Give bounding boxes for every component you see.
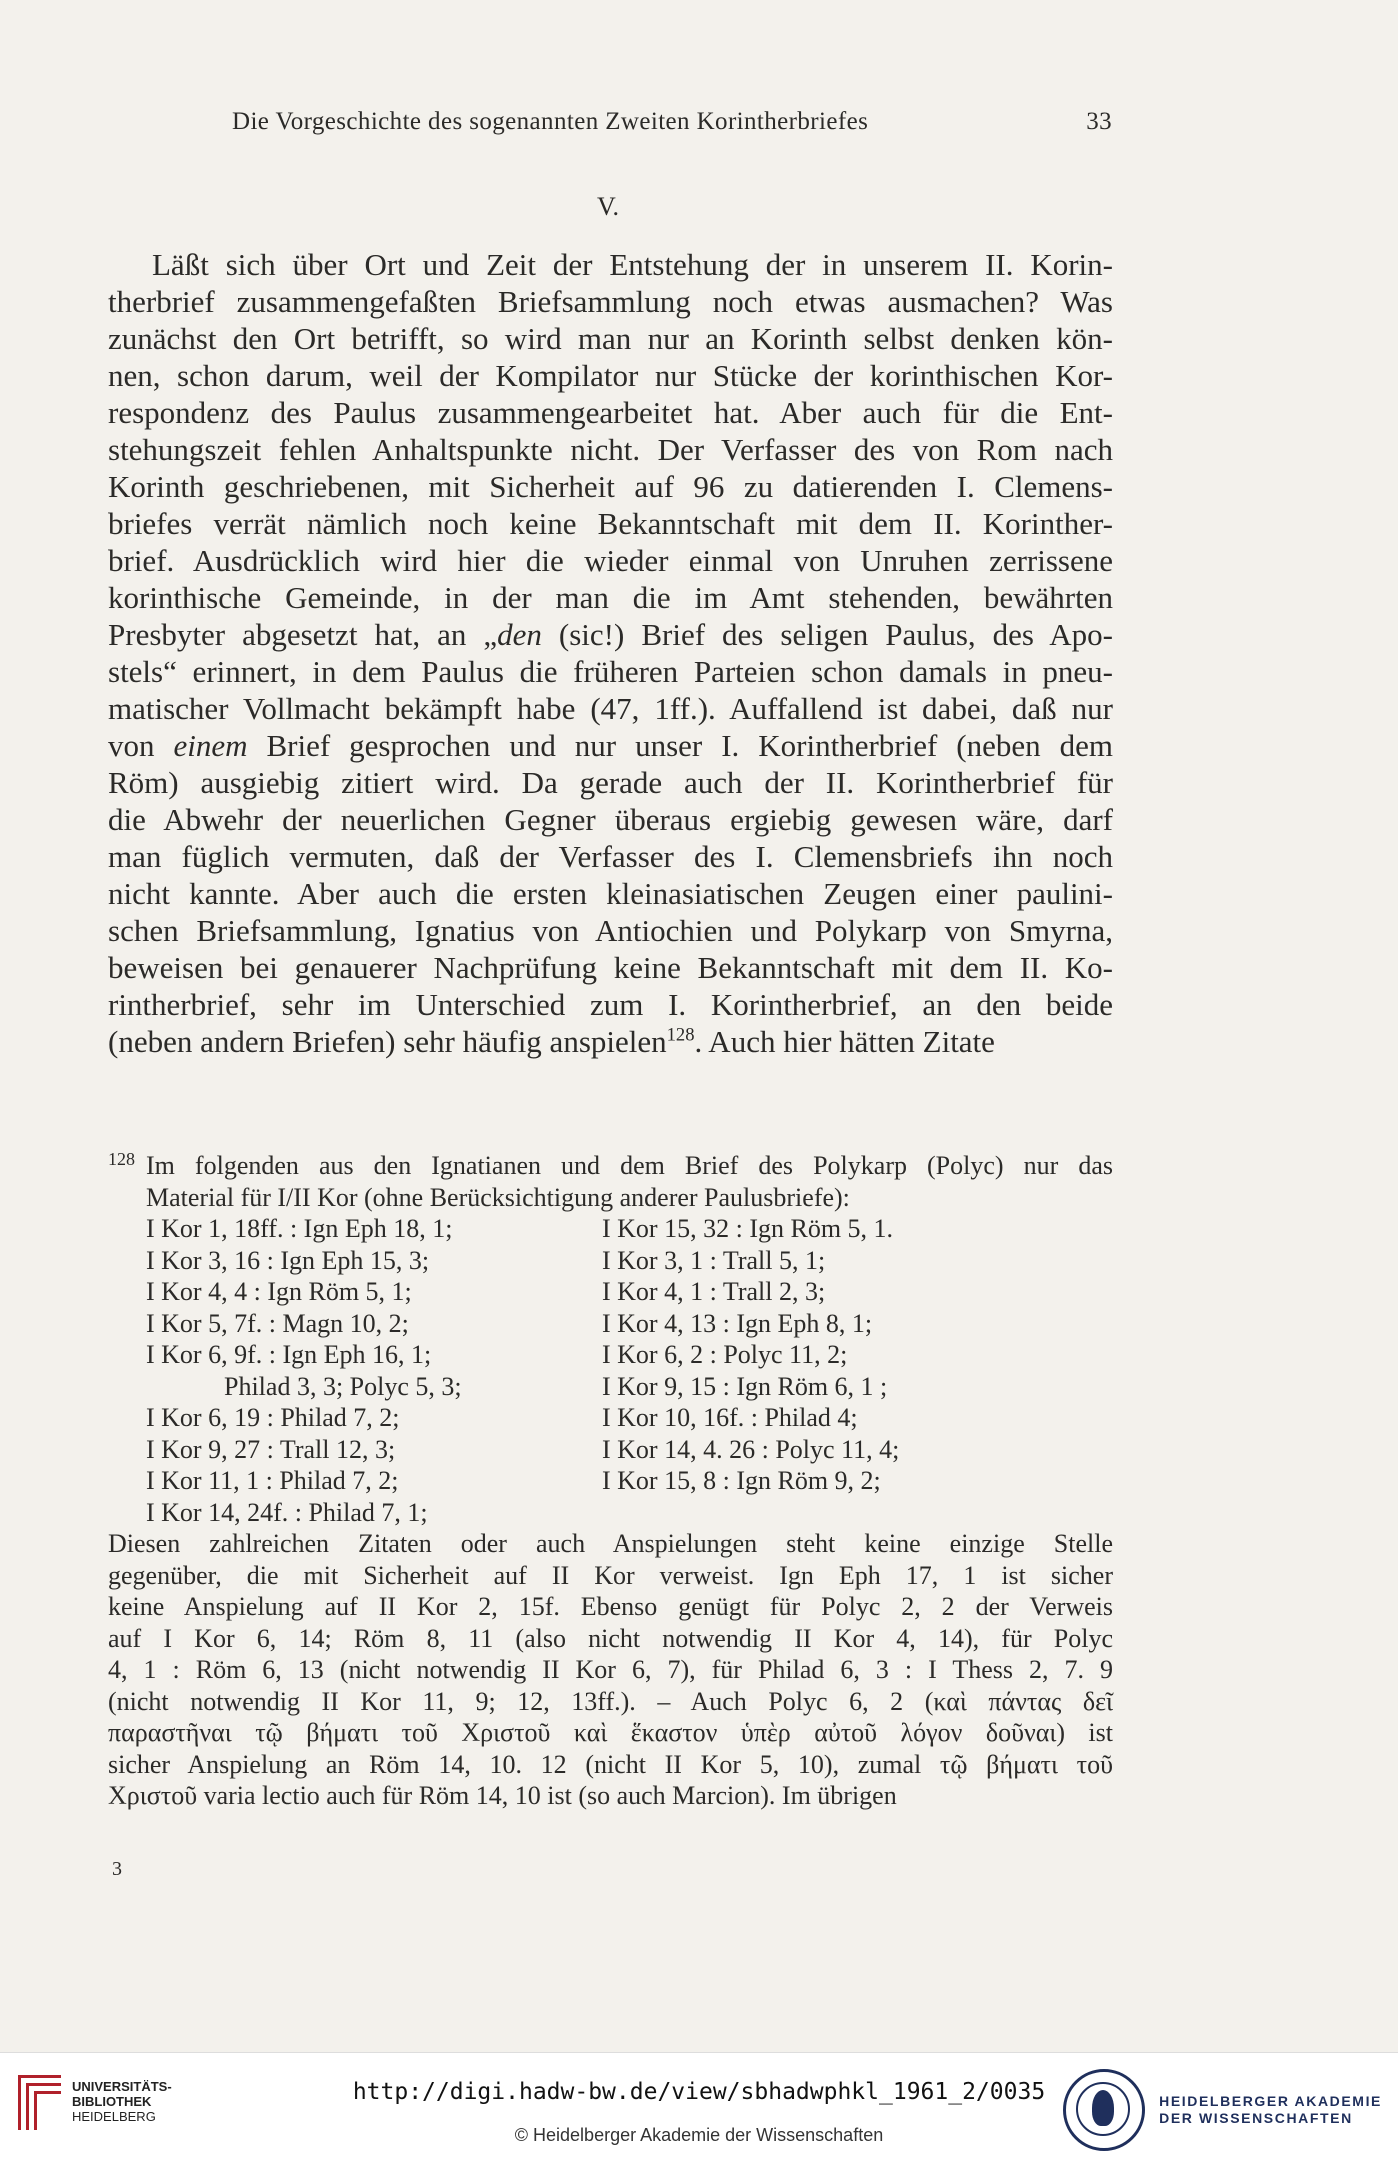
reference-right: I Kor 15, 8 : Ign Röm 9, 2; bbox=[602, 1466, 881, 1495]
reference-right: I Kor 9, 15 : Ign Röm 6, 1 ; bbox=[602, 1371, 888, 1401]
emphasis: den bbox=[497, 617, 542, 652]
running-head-title: Die Vorgeschichte des sogenannten Zweiten Korintherbriefes bbox=[232, 108, 869, 135]
footnote-reference[interactable]: 128 bbox=[666, 1024, 695, 1046]
reference-row bbox=[146, 1497, 1113, 1529]
reference-row bbox=[146, 1245, 1113, 1277]
body-line: schen Briefsammlung, Ignatius von Antiochien und Polykarp von Smyrna, bbox=[108, 913, 1113, 948]
reference-left: I Kor 11, 1 : Philad 7, 2; bbox=[146, 1466, 399, 1495]
body-line: respondenz des Paulus zusammengearbeitet hat. Aber auch für die Ent- bbox=[108, 395, 1113, 430]
reference-left: I Kor 14, 24f. : Philad 7, 1; bbox=[146, 1497, 428, 1527]
footnote-line: sicher Anspielung an Röm 14, 10. 12 (nicht II Kor 5, 10), zumal τῷ βήματι τοῦ bbox=[108, 1749, 1113, 1779]
body-line: matischer Vollmacht bekämpft habe (47, 1ff.). Auffallend ist dabei, daß nur bbox=[108, 691, 1113, 726]
footnote-line: Diesen zahlreichen Zitaten oder auch Anspielungen steht keine einzige Stelle bbox=[108, 1529, 1113, 1558]
reference-left: I Kor 6, 9f. : Ign Eph 16, 1; bbox=[146, 1340, 432, 1369]
reference-right: I Kor 10, 16f. : Philad 4; bbox=[602, 1403, 858, 1432]
body-line: briefes verrät nämlich noch keine Bekanntschaft mit dem II. Korinther- bbox=[108, 506, 1113, 541]
footnote-closing bbox=[108, 1528, 1113, 1812]
academy-name: HEIDELBERGER AKADEMIE DER WISSENSCHAFTEN bbox=[1159, 2093, 1382, 2126]
footnote-line: auf I Kor 6, 14; Röm 8, 11 (also nicht notwendig II Kor 4, 14), für Polyc bbox=[108, 1623, 1113, 1653]
body-line: Läßt sich über Ort und Zeit der Entstehung der in unserem II. Korin- bbox=[152, 247, 1113, 282]
reference-row bbox=[146, 1276, 1113, 1308]
footer bbox=[0, 2052, 1398, 2163]
body-line: stehungszeit fehlen Anhaltspunkte nicht. Der Verfasser des von Rom nach bbox=[108, 432, 1113, 467]
reference-left: I Kor 9, 27 : Trall 12, 3; bbox=[146, 1434, 396, 1464]
permalink-url[interactable]: http://digi.hadw-bw.de/view/sbhadwphkl_1961_2/0035 bbox=[352, 2079, 1046, 2105]
academy-seal-icon bbox=[1063, 2069, 1145, 2151]
body-line: beweisen bei genauerer Nachprüfung keine Bekanntschaft mit dem II. Ko- bbox=[108, 950, 1113, 985]
reference-row bbox=[146, 1308, 1113, 1340]
body-line: korinthische Gemeinde, in der man die im Amt stehenden, bewährten bbox=[108, 580, 1113, 615]
copyright-notice: © Heidelberger Akademie der Wissenschaften bbox=[514, 2125, 884, 2145]
body-line: stels“ erinnert, in dem Paulus die früheren Parteien schon damals in pneu- bbox=[108, 654, 1113, 689]
reference-right: I Kor 14, 4. 26 : Polyc 11, 4; bbox=[602, 1434, 900, 1464]
footnote-intro bbox=[108, 1150, 1113, 1213]
academy-logo[interactable] bbox=[1063, 2069, 1382, 2151]
reference-row bbox=[146, 1402, 1113, 1434]
reference-right: I Kor 6, 2 : Polyc 11, 2; bbox=[602, 1340, 848, 1369]
reference-row bbox=[146, 1434, 1113, 1466]
footnote-line: (nicht notwendig II Kor 11, 9; 12, 13ff.). – Auch Polyc 6, 2 (καὶ πάντας δεῖ bbox=[108, 1686, 1113, 1716]
footnote-line: keine Anspielung auf II Kor 2, 15f. Ebenso genügt für Polyc 2, 2 der Verweis bbox=[108, 1592, 1113, 1621]
footnote-line: Χριστοῦ varia lectio auch für Röm 14, 10 ist (so auch Marcion). Im übrigen bbox=[108, 1781, 897, 1810]
body-line: man füglich vermuten, daß der Verfasser des I. Clemensbriefs ihn noch bbox=[108, 839, 1113, 874]
body-line: von einem Brief gesprochen und nur unser I. Korintherbrief (neben dem bbox=[108, 728, 1114, 763]
body-line: rintherbrief, sehr im Unterschied zum I. Korintherbrief, an den beide bbox=[108, 987, 1113, 1022]
signature-mark: 3 bbox=[112, 1858, 122, 1880]
section-heading: V. bbox=[597, 192, 619, 221]
body-line: brief. Ausdrücklich wird hier die wieder einmal von Unruhen zerrissene bbox=[108, 543, 1113, 578]
body-line: Presbyter abgesetzt hat, an „den (sic!) Brief des seligen Paulus, des Apo- bbox=[108, 617, 1113, 652]
footnote-line: Im folgenden aus den Ignatianen und dem Brief des Polykarp (Polyc) nur das bbox=[146, 1151, 1113, 1180]
footnote bbox=[108, 1150, 1113, 1812]
footnote-line: Material für I/II Kor (ohne Berücksichtigung anderer Paulusbriefe): bbox=[146, 1182, 850, 1212]
reference-right: I Kor 4, 1 : Trall 2, 3; bbox=[602, 1277, 826, 1306]
reference-left: I Kor 1, 18ff. : Ign Eph 18, 1; bbox=[146, 1214, 453, 1243]
body-line: nen, schon darum, weil der Kompilator nur Stücke der korinthischen Kor- bbox=[108, 358, 1113, 393]
reference-right: I Kor 4, 13 : Ign Eph 8, 1; bbox=[602, 1308, 873, 1338]
footnote-line: παραστῆναι τῷ βήματι τοῦ Χριστοῦ καὶ ἕκαστον ὑπὲρ αὐτοῦ λόγον δοῦναι) ist bbox=[108, 1718, 1113, 1747]
body-line: therbrief zusammengefaßten Briefsammlung noch etwas ausmachen? Was bbox=[108, 284, 1113, 319]
reference-row bbox=[146, 1465, 1113, 1497]
body-line: die Abwehr der neuerlichen Gegner überaus ergiebig gewesen wäre, darf bbox=[108, 802, 1113, 837]
reference-left: I Kor 4, 4 : Ign Röm 5, 1; bbox=[146, 1277, 412, 1306]
reference-row bbox=[146, 1339, 1113, 1371]
reference-right: I Kor 3, 1 : Trall 5, 1; bbox=[602, 1245, 826, 1275]
footnote-line: gegenüber, die mit Sicherheit auf II Kor verweist. Ign Eph 17, 1 ist sicher bbox=[108, 1560, 1113, 1590]
emphasis: einem bbox=[173, 728, 248, 763]
reference-right: I Kor 15, 32 : Ign Röm 5, 1. bbox=[602, 1214, 894, 1243]
reference-left: Philad 3, 3; Polyc 5, 3; bbox=[224, 1371, 462, 1401]
page-number: 33 bbox=[1086, 108, 1112, 135]
body-line: nicht kannte. Aber auch die ersten kleinasiatischen Zeugen einer paulini- bbox=[108, 876, 1113, 911]
footnote-references bbox=[146, 1213, 1113, 1528]
body-line: Röm) ausgiebig zitiert wird. Da gerade auch der II. Korintherbrief für bbox=[108, 765, 1113, 800]
reference-left: I Kor 5, 7f. : Magn 10, 2; bbox=[146, 1308, 409, 1338]
reference-left: I Kor 6, 19 : Philad 7, 2; bbox=[146, 1403, 400, 1432]
reference-row bbox=[146, 1213, 1113, 1245]
body-line: (neben andern Briefen) sehr häufig anspielen$^{128}$. Auch hier hätten Zitate bbox=[108, 1024, 995, 1059]
library-name: UNIVERSITÄTS- BIBLIOTHEK HEIDELBERG bbox=[72, 2078, 172, 2124]
footnote-number: 128 bbox=[108, 1149, 135, 1169]
footnote-line: 4, 1 : Röm 6, 13 (nicht notwendig II Kor 6, 7), für Philad 6, 3 : I Thess 2, 7. 9 bbox=[108, 1655, 1113, 1684]
reference-left: I Kor 3, 16 : Ign Eph 15, 3; bbox=[146, 1245, 430, 1275]
body-line: Korinth geschriebenen, mit Sicherheit auf 96 zu datierenden I. Clemens- bbox=[108, 469, 1113, 504]
body-line: zunächst den Ort betrifft, so wird man nur an Korinth selbst denken kön- bbox=[108, 321, 1113, 356]
reference-row bbox=[146, 1371, 1113, 1403]
body-text bbox=[108, 246, 1113, 1060]
reference-right bbox=[602, 1497, 1113, 1529]
